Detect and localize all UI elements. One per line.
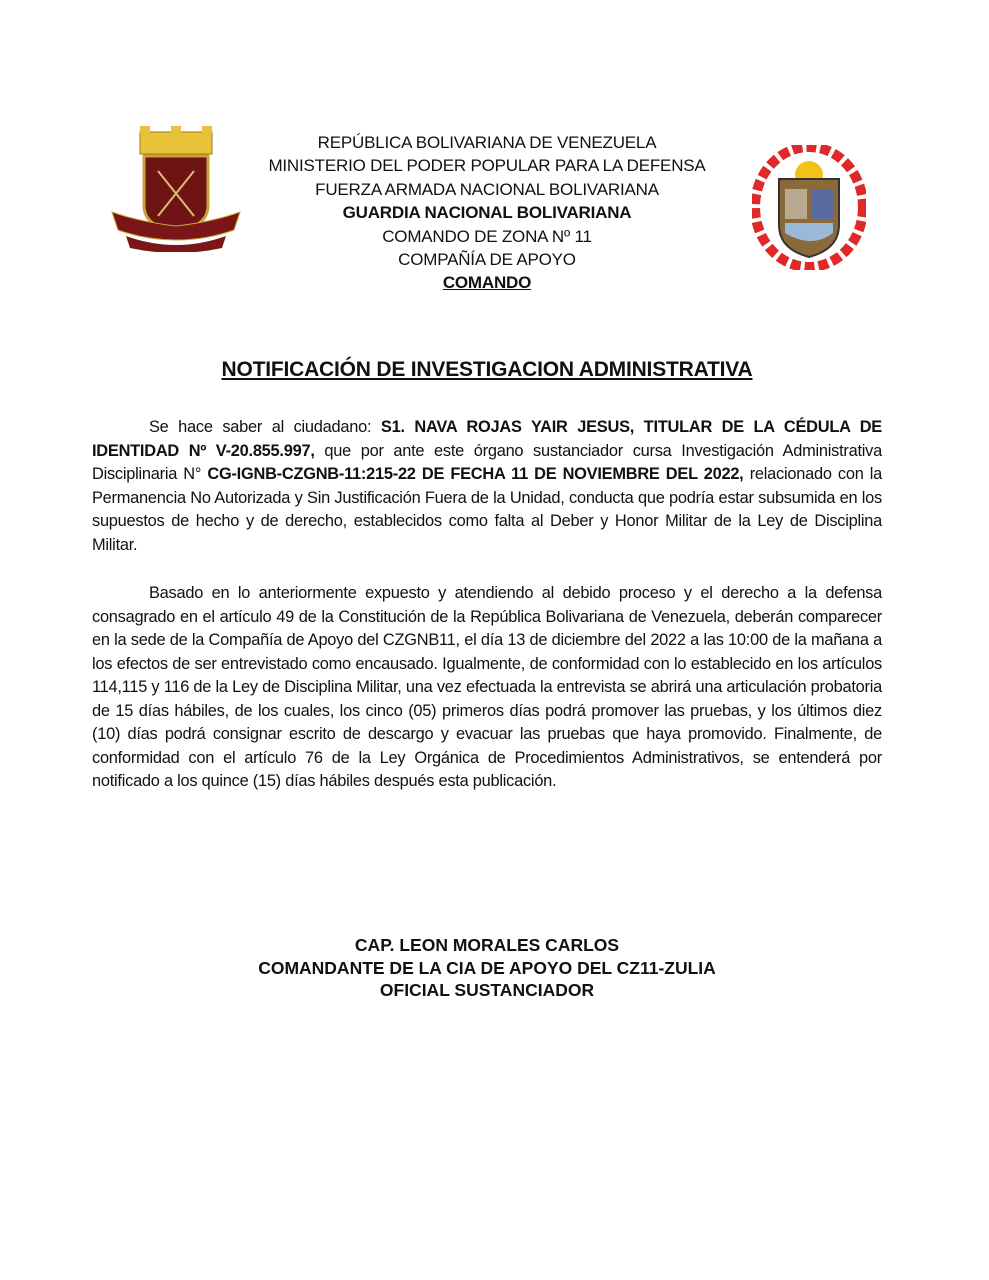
header-line-fanb: FUERZA ARMADA NACIONAL BOLIVARIANA bbox=[315, 179, 659, 199]
procedure-paragraph: Basado en lo anteriormente expuesto y atendiendo al debido proceso y el derecho a la defensa consagrado en el artículo 49 de la Constitución de la República Bolivariana de Venezuela, deberán comparecer en la sede de la Compañía de Apoyo del CZGNB11, el día 13 de diciembre del 2022 a las 10:00 de la mañana a los efectos de ser entrevistado como encausado. Igualmente, de conformidad con lo establecido en los artículos 114,115 y 116 de la Ley de Disciplina Militar, una vez efectuada la entrevista se abrirá una articulación probatoria de 15 días hábiles, de los cuales, los cinco (05) primeros días podrá promover las pruebas, y los últimos diez (10) días podrá consignar escrito de descargo y evacuar las pruebas que haya promovido. Finalmente, de conformidad con el artículo 76 de la Ley Orgánica de Procedimientos Administrativos, se entenderá por notificado a los quince (15) días hábiles después esta publicación. bbox=[92, 584, 882, 790]
notification-paragraph bbox=[92, 416, 882, 557]
signatory-role: OFICIAL SUSTANCIADOR bbox=[379, 980, 595, 1000]
header-line-republic: REPÚBLICA BOLIVARIANA DE VENEZUELA bbox=[317, 133, 657, 152]
header-line-gnb bbox=[240, 201, 734, 224]
signatory-position: COMANDANTE DE LA CIA DE APOYO DEL CZ11-ZULIA bbox=[258, 957, 716, 978]
header-line-company: COMPAÑÍA DE APOYO bbox=[398, 250, 576, 270]
guardia-nacional-crest-logo bbox=[110, 126, 242, 252]
letterhead bbox=[240, 131, 734, 295]
header-gnb-text: GUARDIA NACIONAL BOLIVARIANA bbox=[342, 203, 632, 223]
header-line-zone: COMANDO DE ZONA Nº 11 bbox=[382, 226, 592, 246]
header-line-ministry: MINISTERIO DEL PODER POPULAR PARA LA DEFENSA bbox=[268, 156, 706, 176]
p1-case-number: CG-IGNB-CZGNB-11:215-22 DE FECHA 11 DE NOVIEMBRE DEL 2022, bbox=[207, 465, 744, 483]
header-command-text: COMANDO bbox=[442, 273, 532, 293]
zone-command-emblem-logo bbox=[752, 145, 866, 270]
signature-block bbox=[90, 934, 884, 1002]
p1-text-end: relacionado con la Permanencia No Autorizada y Sin Justificación Fuera de la Unidad, conducta que podría estar subsumida en los supuestos de hecho y de derecho, establecidos como falta al Deber y Honor Militar de la Ley de Disciplina Militar. bbox=[92, 465, 883, 554]
header-line-command bbox=[240, 271, 734, 294]
signatory-name: CAP. LEON MORALES CARLOS bbox=[354, 935, 620, 955]
p1-text-middle: que por ante este órgano sustanciador cursa Investigación Administrativa Disciplinaria N° bbox=[92, 441, 882, 483]
p1-text-intro: Se hace saber al ciudadano: bbox=[149, 418, 381, 436]
document-title: NOTIFICACIÓN DE INVESTIGACION ADMINISTRATIVA bbox=[221, 358, 753, 381]
p1-citizen-id: S1. NAVA ROJAS YAIR JESUS, TITULAR DE LA CÉDULA DE IDENTIDAD Nº V-20.855.997, bbox=[92, 418, 882, 460]
